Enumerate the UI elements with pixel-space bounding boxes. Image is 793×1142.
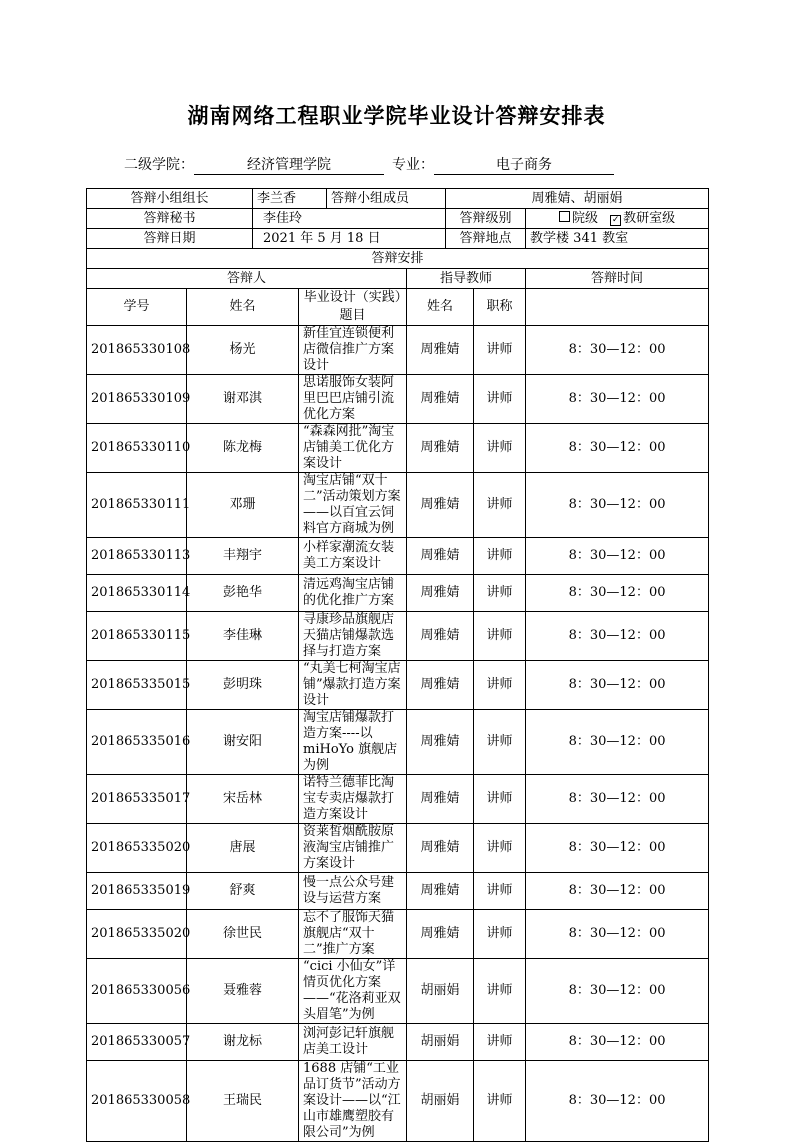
column-header-row bbox=[87, 289, 709, 326]
table-row bbox=[87, 424, 709, 473]
teacher-name-cell: 胡丽娟 bbox=[407, 959, 474, 1024]
defense-time-cell: 8：30—12：00 bbox=[526, 1024, 709, 1061]
level-option-department: 教研室级 bbox=[623, 210, 676, 226]
student-name-cell: 杨光 bbox=[187, 326, 299, 375]
info-row-leader bbox=[87, 189, 709, 209]
col-header-teacher-name: 姓名 bbox=[407, 289, 474, 326]
level-options bbox=[526, 209, 709, 229]
teacher-title-cell: 讲师 bbox=[474, 873, 526, 910]
student-id-cell: 201865330056 bbox=[87, 959, 187, 1024]
defense-time-cell: 8：30—12：00 bbox=[526, 910, 709, 959]
student-id-cell: 201865330114 bbox=[87, 575, 187, 612]
student-name-cell: 徐世民 bbox=[187, 910, 299, 959]
defense-time-cell: 8：30—12：00 bbox=[526, 775, 709, 824]
leader-value: 李兰香 bbox=[253, 189, 327, 209]
col-header-time bbox=[526, 289, 709, 326]
teacher-name-cell: 周雅婧 bbox=[407, 873, 474, 910]
table-row bbox=[87, 538, 709, 575]
student-name-cell: 谢邓淇 bbox=[187, 375, 299, 424]
teacher-title-cell: 讲师 bbox=[474, 775, 526, 824]
student-name-cell: 唐展 bbox=[187, 824, 299, 873]
table-row bbox=[87, 775, 709, 824]
teacher-name-cell: 周雅婧 bbox=[407, 538, 474, 575]
teacher-title-cell: 讲师 bbox=[474, 824, 526, 873]
student-name-cell: 谢安阳 bbox=[187, 710, 299, 775]
student-id-cell: 201865335020 bbox=[87, 910, 187, 959]
defense-time-cell: 8：30—12：00 bbox=[526, 661, 709, 710]
topic-cell: 新佳宜连锁便利店微信推广方案设计 bbox=[299, 326, 407, 375]
time-group-header: 答辩时间 bbox=[526, 269, 709, 289]
place-label: 答辩地点 bbox=[446, 229, 526, 249]
topic-cell: 淘宝店铺“双十二”活动策划方案——以百宜云饲料官方商城为例 bbox=[299, 473, 407, 538]
defense-time-cell: 8：30—12：00 bbox=[526, 873, 709, 910]
table-row bbox=[87, 1061, 709, 1142]
student-id-cell: 201865330057 bbox=[87, 1024, 187, 1061]
table-row bbox=[87, 375, 709, 424]
teacher-name-cell: 周雅婧 bbox=[407, 375, 474, 424]
teacher-name-cell: 胡丽娟 bbox=[407, 1024, 474, 1061]
teacher-name-cell: 周雅婧 bbox=[407, 775, 474, 824]
info-row-secretary bbox=[87, 209, 709, 229]
student-id-cell: 201865335017 bbox=[87, 775, 187, 824]
table-row bbox=[87, 661, 709, 710]
teacher-name-cell: 周雅婧 bbox=[407, 473, 474, 538]
col-header-topic: 毕业设计（实践）题目 bbox=[299, 289, 407, 326]
defense-time-cell: 8：30—12：00 bbox=[526, 538, 709, 575]
student-name-cell: 谢龙标 bbox=[187, 1024, 299, 1061]
defense-time-cell: 8：30—12：00 bbox=[526, 575, 709, 612]
student-id-cell: 201865335019 bbox=[87, 873, 187, 910]
teacher-name-cell: 周雅婧 bbox=[407, 661, 474, 710]
student-group-header: 答辩人 bbox=[87, 269, 407, 289]
level-option-college: 院级 bbox=[571, 210, 598, 226]
teacher-title-cell: 讲师 bbox=[474, 575, 526, 612]
student-id-cell: 201865330113 bbox=[87, 538, 187, 575]
header-line bbox=[124, 154, 614, 175]
members-label: 答辩小组成员 bbox=[327, 189, 446, 209]
teacher-title-cell: 讲师 bbox=[474, 473, 526, 538]
defense-time-cell: 8：30—12：00 bbox=[526, 326, 709, 375]
topic-cell: 浏河彭记轩旗舰店美工设计 bbox=[299, 1024, 407, 1061]
date-label: 答辩日期 bbox=[87, 229, 253, 249]
student-name-cell: 王瑞民 bbox=[187, 1061, 299, 1142]
student-rows bbox=[87, 326, 709, 1142]
defense-time-cell: 8：30—12：00 bbox=[526, 473, 709, 538]
teacher-name-cell: 周雅婧 bbox=[407, 575, 474, 612]
defense-time-cell: 8：30—12：00 bbox=[526, 612, 709, 661]
student-id-cell: 201865335020 bbox=[87, 824, 187, 873]
table-row bbox=[87, 1024, 709, 1061]
table-row bbox=[87, 575, 709, 612]
topic-cell: “森森网批”淘宝店铺美工优化方案设计 bbox=[299, 424, 407, 473]
student-name-cell: 聂雅蓉 bbox=[187, 959, 299, 1024]
student-id-cell: 201865335015 bbox=[87, 661, 187, 710]
defense-time-cell: 8：30—12：00 bbox=[526, 959, 709, 1024]
student-id-cell: 201865330115 bbox=[87, 612, 187, 661]
teacher-name-cell: 周雅婧 bbox=[407, 710, 474, 775]
topic-cell: 清远鸡淘宝店铺的优化推广方案 bbox=[299, 575, 407, 612]
col-header-id: 学号 bbox=[87, 289, 187, 326]
table-row bbox=[87, 910, 709, 959]
arrangement-header-row bbox=[87, 249, 709, 269]
secretary-value: 李佳玲 bbox=[253, 209, 446, 229]
info-row-date bbox=[87, 229, 709, 249]
student-name-cell: 邓珊 bbox=[187, 473, 299, 538]
members-value: 周雅婧、胡丽娟 bbox=[446, 189, 709, 209]
date-value: 2021 年 5 月 18 日 bbox=[253, 229, 446, 249]
topic-cell: 诺特兰德菲比淘宝专卖店爆款打造方案设计 bbox=[299, 775, 407, 824]
teacher-title-cell: 讲师 bbox=[474, 1061, 526, 1142]
topic-cell: 小样家潮流女装美工方案设计 bbox=[299, 538, 407, 575]
document-title: 湖南网络工程职业学院毕业设计答辩安排表 bbox=[187, 104, 606, 128]
teacher-group-header: 指导教师 bbox=[407, 269, 526, 289]
topic-cell: “cici 小仙女”详情页优化方案——“花洛莉亚双头眉笔”为例 bbox=[299, 959, 407, 1024]
topic-cell: 思诺服饰女装阿里巴巴店铺引流优化方案 bbox=[299, 375, 407, 424]
teacher-title-cell: 讲师 bbox=[474, 612, 526, 661]
topic-cell: 淘宝店铺爆款打造方案----以 miHoYo 旗舰店为例 bbox=[299, 710, 407, 775]
defense-time-cell: 8：30—12：00 bbox=[526, 824, 709, 873]
teacher-title-cell: 讲师 bbox=[474, 1024, 526, 1061]
table-row bbox=[87, 710, 709, 775]
college-label: 二级学院： bbox=[124, 157, 194, 173]
major-value: 电子商务 bbox=[434, 154, 614, 175]
student-name-cell: 李佳琳 bbox=[187, 612, 299, 661]
col-header-teacher-title: 职称 bbox=[474, 289, 526, 326]
teacher-title-cell: 讲师 bbox=[474, 910, 526, 959]
topic-cell: “丸美七柯淘宝店铺”爆款打造方案设计 bbox=[299, 661, 407, 710]
table-row bbox=[87, 959, 709, 1024]
place-value: 教学楼 341 教室 bbox=[526, 229, 709, 249]
table-row bbox=[87, 612, 709, 661]
student-id-cell: 201865330109 bbox=[87, 375, 187, 424]
checkbox-unchecked-icon bbox=[559, 211, 570, 222]
table-row bbox=[87, 824, 709, 873]
teacher-title-cell: 讲师 bbox=[474, 710, 526, 775]
level-label: 答辩级别 bbox=[446, 209, 526, 229]
teacher-title-cell: 讲师 bbox=[474, 538, 526, 575]
topic-cell: 慢一点公众号建设与运营方案 bbox=[299, 873, 407, 910]
topic-cell: 1688 店铺“工业品订货节”活动方案设计——以“江山市雄鹰塑胶有限公司”为例 bbox=[299, 1061, 407, 1142]
defense-time-cell: 8：30—12：00 bbox=[526, 710, 709, 775]
defense-time-cell: 8：30—12：00 bbox=[526, 424, 709, 473]
student-id-cell: 201865335016 bbox=[87, 710, 187, 775]
teacher-title-cell: 讲师 bbox=[474, 424, 526, 473]
teacher-name-cell: 周雅婧 bbox=[407, 612, 474, 661]
arrangement-label: 答辩安排 bbox=[87, 249, 709, 269]
student-id-cell: 201865330110 bbox=[87, 424, 187, 473]
defense-schedule-table bbox=[86, 188, 709, 1142]
student-id-cell: 201865330058 bbox=[87, 1061, 187, 1142]
student-name-cell: 彭明珠 bbox=[187, 661, 299, 710]
teacher-title-cell: 讲师 bbox=[474, 375, 526, 424]
defense-time-cell: 8：30—12：00 bbox=[526, 375, 709, 424]
secretary-label: 答辩秘书 bbox=[87, 209, 253, 229]
topic-cell: 忘不了服饰天猫旗舰店“双十二”推广方案 bbox=[299, 910, 407, 959]
group-header-row bbox=[87, 269, 709, 289]
teacher-title-cell: 讲师 bbox=[474, 326, 526, 375]
topic-cell: 寻康珍品旗舰店天猫店铺爆款选择与打造方案 bbox=[299, 612, 407, 661]
teacher-name-cell: 周雅婧 bbox=[407, 910, 474, 959]
table-row bbox=[87, 473, 709, 538]
student-id-cell: 201865330108 bbox=[87, 326, 187, 375]
checkbox-checked-icon: ✓ bbox=[611, 214, 620, 225]
student-id-cell: 201865330111 bbox=[87, 473, 187, 538]
teacher-title-cell: 讲师 bbox=[474, 661, 526, 710]
college-value: 经济管理学院 bbox=[194, 154, 384, 175]
major-label: 专业： bbox=[392, 157, 434, 173]
student-name-cell: 彭艳华 bbox=[187, 575, 299, 612]
student-name-cell: 宋岳林 bbox=[187, 775, 299, 824]
leader-label: 答辩小组组长 bbox=[87, 189, 253, 209]
col-header-name: 姓名 bbox=[187, 289, 299, 326]
defense-time-cell: 8：30—12：00 bbox=[526, 1061, 709, 1142]
teacher-name-cell: 周雅婧 bbox=[407, 424, 474, 473]
topic-cell: 资莱皙烟酰胺原液淘宝店铺推广方案设计 bbox=[299, 824, 407, 873]
table-row bbox=[87, 326, 709, 375]
student-name-cell: 陈龙梅 bbox=[187, 424, 299, 473]
teacher-name-cell: 周雅婧 bbox=[407, 824, 474, 873]
teacher-title-cell: 讲师 bbox=[474, 959, 526, 1024]
teacher-name-cell: 胡丽娟 bbox=[407, 1061, 474, 1142]
teacher-name-cell: 周雅婧 bbox=[407, 326, 474, 375]
student-name-cell: 丰翔宇 bbox=[187, 538, 299, 575]
table-row bbox=[87, 873, 709, 910]
student-name-cell: 舒爽 bbox=[187, 873, 299, 910]
